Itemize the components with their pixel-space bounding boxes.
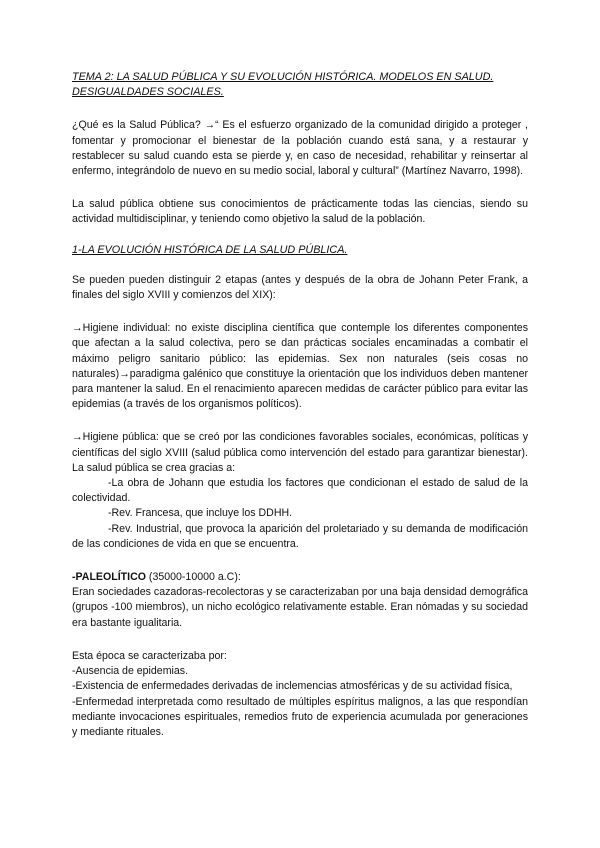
public-hygiene-paragraph: →Higiene pública: que se creó por las condiciones favorables sociales, económicas, políticas y científicas del siglo XVIII (salud pública como intervención del estado para garantizar bienestar). La salud pública se crea gracias a: bbox=[72, 431, 528, 474]
stages-intro-paragraph: Se pueden pueden distinguir 2 etapas (antes y después de la obra de Johann Peter Frank, a finales del siglo XVIII y comienzos del XIX): bbox=[72, 273, 528, 302]
paleolithic-paragraph: Eran sociedades cazadoras-recolectoras y se caracterizaban por una baja densidad demográfica (grupos -100 miembros), un nicho ecológico relativamente estable. Eran nómadas y su sociedad era bastante igualitaria. bbox=[72, 586, 528, 629]
paleolithic-label: -PALEOLÍTICO bbox=[72, 571, 146, 584]
public-item-industrial-revolution: -Rev. Industrial, que provoca la aparición del proletariado y su demanda de modificación de las condiciones de vida en que se encuentra. bbox=[72, 522, 528, 550]
paleolithic-heading bbox=[72, 570, 528, 585]
document-title: TEMA 2: LA SALUD PÚBLICA Y SU EVOLUCIÓN HISTÓRICA. MODELOS EN SALUD. DESIGUALDADES SOCIALES. bbox=[72, 71, 494, 99]
paleolithic-dates: (35000-10000 a.C): bbox=[145, 571, 241, 584]
public-item-johann: -La obra de Johann que estudia los factores que condicionan el estado de salud de la colectividad. bbox=[72, 477, 528, 505]
epoch-intro: Esta época se caracterizaba por: bbox=[72, 649, 227, 662]
epoch-item-weather-diseases: -Existencia de enfermedades derivadas de inclemencias atmosféricas y de su actividad física, bbox=[72, 680, 513, 693]
section-1-title: 1-LA EVOLUCIÓN HISTÓRICA DE LA SALUD PÚBLICA. bbox=[72, 243, 348, 256]
document-page bbox=[72, 70, 528, 740]
individual-hygiene-paragraph: →Higiene individual: no existe disciplina científica que contemple los diferentes componentes que afectan a la salud colectiva, pero se dan prácticas sociales encaminadas a combatir el máximo peligro sanitario público: las epidemias. Sex non naturales (seis cosas no naturales)→paradigma galénico que constituye la orientación que los individuos deben mantener para mantener la salud. En el renacimiento aparecen medidas de carácter público para evitar las epidemias (a través de los organismos políticos). bbox=[72, 322, 528, 411]
intro-sciences-paragraph: La salud pública obtiene sus conocimientos de prácticamente todas las ciencias, siendo su actividad multidisciplinar, y teniendo como objetivo la salud de la población. bbox=[72, 198, 528, 226]
epoch-item-no-epidemics: -Ausencia de epidemias. bbox=[72, 665, 189, 678]
epoch-item-evil-spirits: -Enfermedad interpretada como resultado de múltiples espíritus malignos, a las que respondían mediante invocaciones espirituales, remedios fruto de experiencia acumulada por generaciones y mediante rituales. bbox=[72, 695, 528, 738]
public-item-french-revolution: -Rev. Francesa, que incluye los DDHH. bbox=[108, 507, 293, 520]
intro-definition-paragraph: ¿Qué es la Salud Pública? →“ Es el esfuerzo organizado de la comunidad dirigido a proteger , fomentar y promocionar el bienestar de la población cuando está sana, y a restaurar y restablecer su salud cuando esta se pierde y, en caso de necesidad, rehabilitar y reinsertar al enfermo, integrándolo de nuevo en su medio social, laboral y cultural” (Martínez Navarro, 1998). bbox=[72, 119, 528, 178]
